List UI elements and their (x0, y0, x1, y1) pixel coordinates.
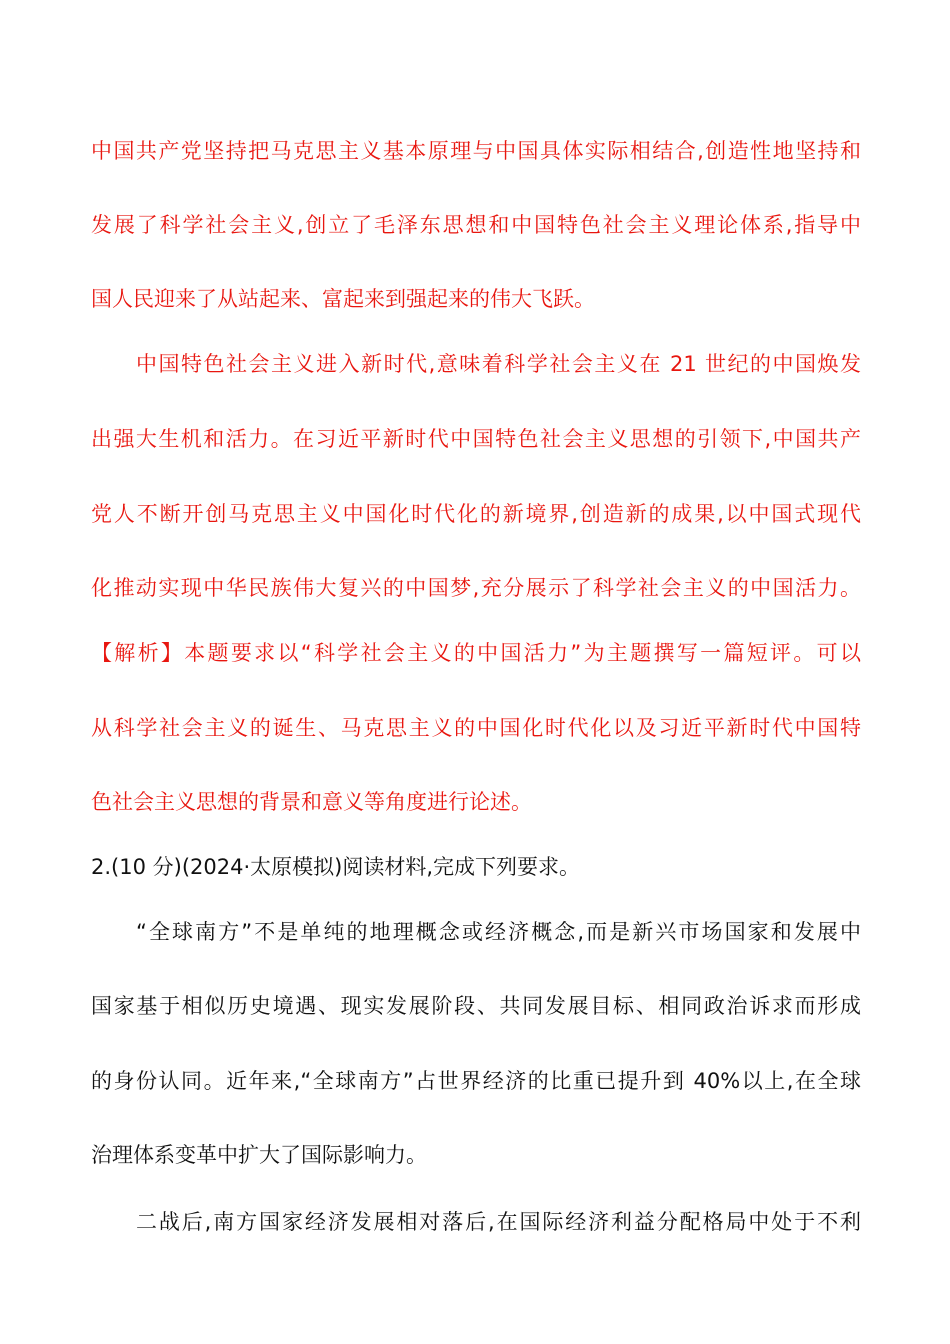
material-line: 二战后,南方国家经济发展相对落后,在国际经济利益分配格局中处于不利 (136, 1210, 861, 1234)
analysis-line: 从科学社会主义的诞生、马克思主义的中国化时代化以及习近平新时代中国特 (91, 716, 861, 740)
material-line: 的身份认同。近年来,“全球南方”占世界经济的比重已提升到 40%以上,在全球 (91, 1069, 861, 1093)
question-header: 2.(10 分)(2024·太原模拟)阅读材料,完成下列要求。 (91, 855, 580, 879)
answer-line: 出强大生机和活力。在习近平新时代中国特色社会主义思想的引领下,中国共产 (91, 427, 861, 451)
answer-line: 国人民迎来了从站起来、富起来到强起来的伟大飞跃。 (91, 287, 595, 311)
answer-line: 中国共产党坚持把马克思主义基本原理与中国具体实际相结合,创造性地坚持和 (91, 139, 861, 163)
analysis-line: 色社会主义思想的背景和意义等角度进行论述。 (91, 790, 532, 814)
answer-line: 发展了科学社会主义,创立了毛泽东思想和中国特色社会主义理论体系,指导中 (91, 213, 861, 237)
answer-line: 化推动实现中华民族伟大复兴的中国梦,充分展示了科学社会主义的中国活力。 (91, 576, 861, 600)
material-line: “全球南方”不是单纯的地理概念或经济概念,而是新兴市场国家和发展中 (136, 920, 861, 944)
answer-line: 中国特色社会主义进入新时代,意味着科学社会主义在 21 世纪的中国焕发 (136, 352, 861, 376)
analysis-line: 【解析】本题要求以“科学社会主义的中国活力”为主题撰写一篇短评。可以 (91, 641, 861, 665)
material-line: 国家基于相似历史境遇、现实发展阶段、共同发展目标、相同政治诉求而形成 (91, 994, 861, 1018)
answer-line: 党人不断开创马克思主义中国化时代化的新境界,创造新的成果,以中国式现代 (91, 502, 861, 526)
material-line: 治理体系变革中扩大了国际影响力。 (91, 1143, 427, 1167)
